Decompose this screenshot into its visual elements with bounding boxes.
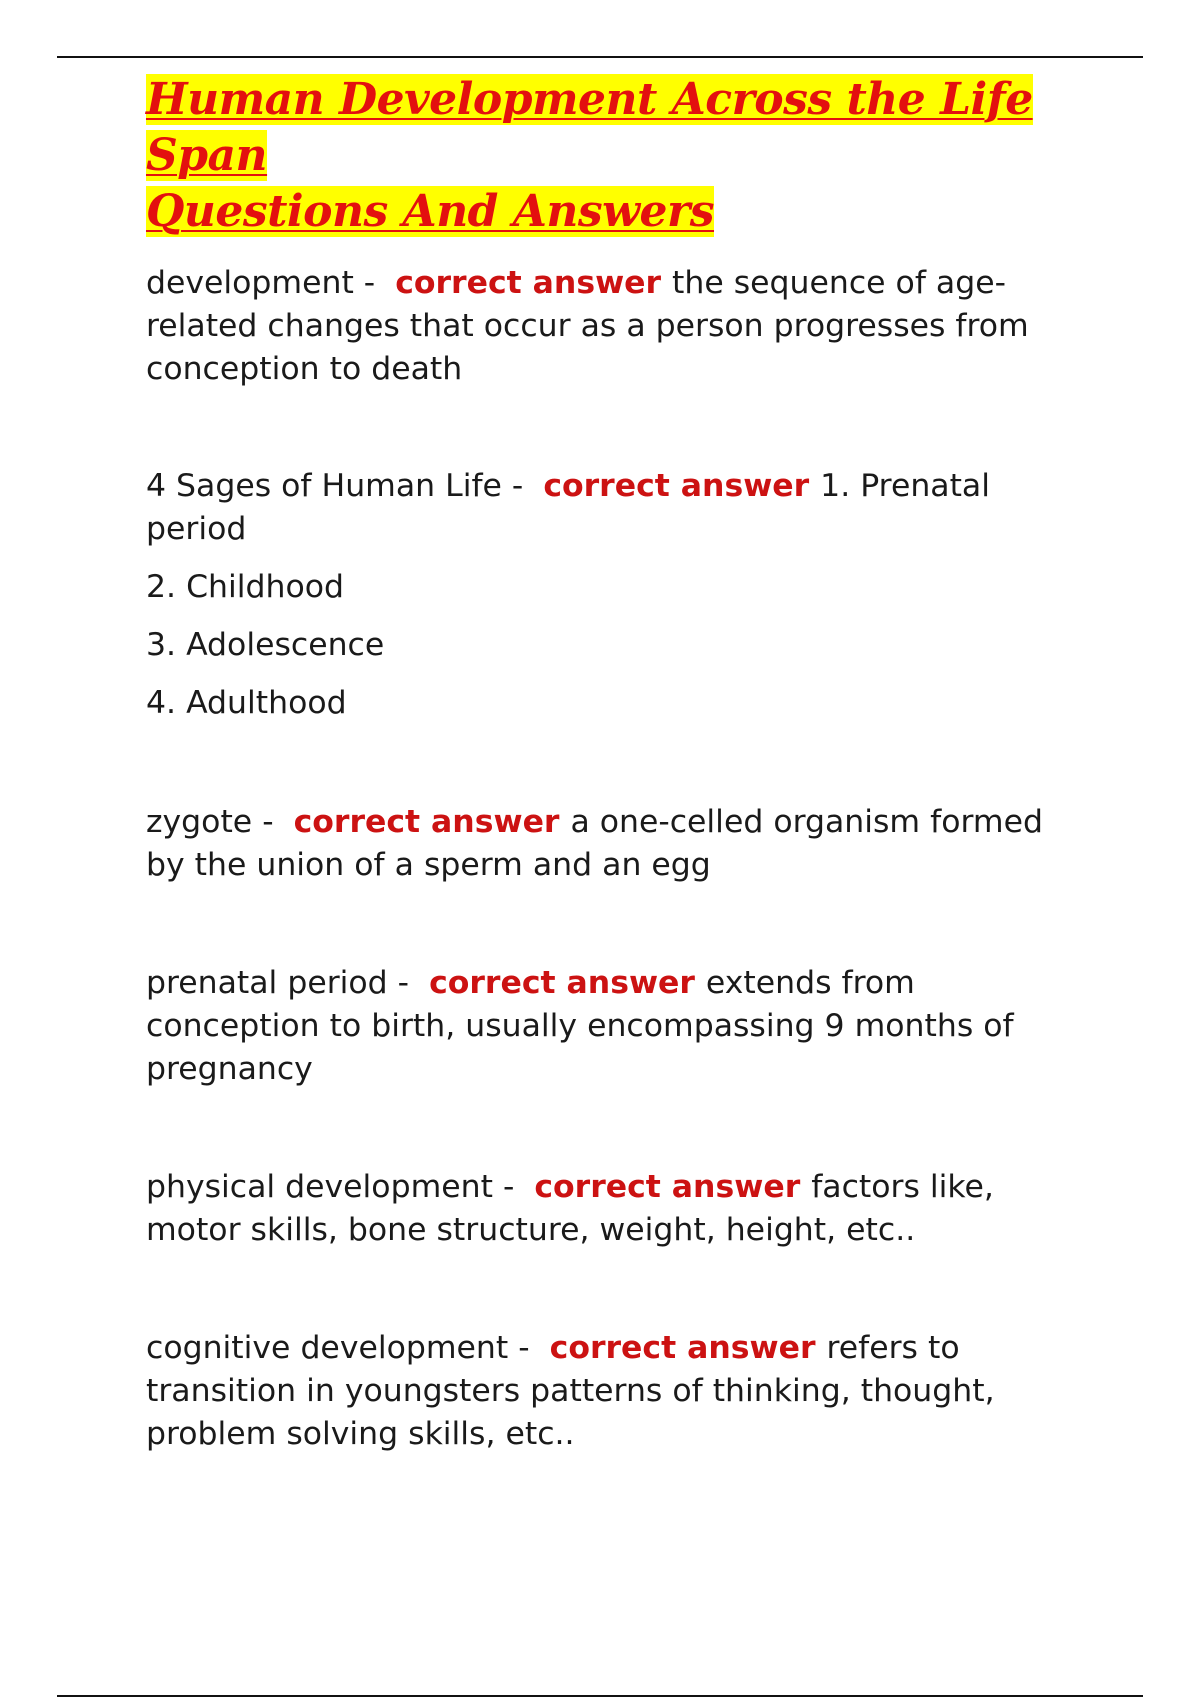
answer-label: correct answer: [293, 804, 560, 840]
title-line-1: Human Development Across the Life Span: [146, 74, 1033, 181]
qa-entry: [146, 962, 1086, 1091]
qa-answer: the sequence of age-related changes that occur as a person progresses from conception to death: [146, 265, 1029, 387]
qa-term: zygote -: [146, 804, 294, 840]
header-rule: [57, 56, 1143, 58]
document-title: [146, 72, 1086, 240]
answer-label: correct answer: [395, 265, 662, 301]
list-item: 4. Adulthood: [146, 685, 347, 721]
answer-label: correct answer: [534, 1169, 801, 1205]
qa-term: cognitive development -: [146, 1330, 550, 1366]
footer-rule: [57, 1695, 1143, 1697]
qa-answer: a one-celled organism formed by the union of a sperm and an egg: [146, 804, 1043, 883]
qa-entry: [146, 801, 1086, 887]
qa-term: physical development -: [146, 1169, 534, 1205]
document-page: [146, 72, 1086, 1456]
qa-entry: [146, 1327, 1086, 1456]
qa-entry: [146, 262, 1086, 391]
title-line-2: Questions And Answers: [146, 186, 714, 237]
qa-answer: 1. Prenatal period: [146, 468, 990, 547]
qa-answer: extends from conception to birth, usually encompassing 9 months of pregnancy: [146, 965, 1014, 1087]
list-item: 3. Adolescence: [146, 627, 385, 663]
answer-label: correct answer: [543, 468, 810, 504]
qa-term: development -: [146, 265, 395, 301]
qa-term: 4 Sages of Human Life -: [146, 468, 543, 504]
qa-entry: [146, 1166, 1086, 1252]
qa-entry: [146, 465, 1086, 551]
qa-term: prenatal period -: [146, 965, 429, 1001]
list-item: 2. Childhood: [146, 569, 345, 605]
answer-label: correct answer: [549, 1330, 816, 1366]
answer-label: correct answer: [429, 965, 695, 1001]
qa-answer: refers to transition in youngsters patterns of thinking, thought, problem solving skills, etc..: [146, 1330, 995, 1452]
qa-answer: factors like, motor skills, bone structure, weight, height, etc..: [146, 1169, 994, 1248]
